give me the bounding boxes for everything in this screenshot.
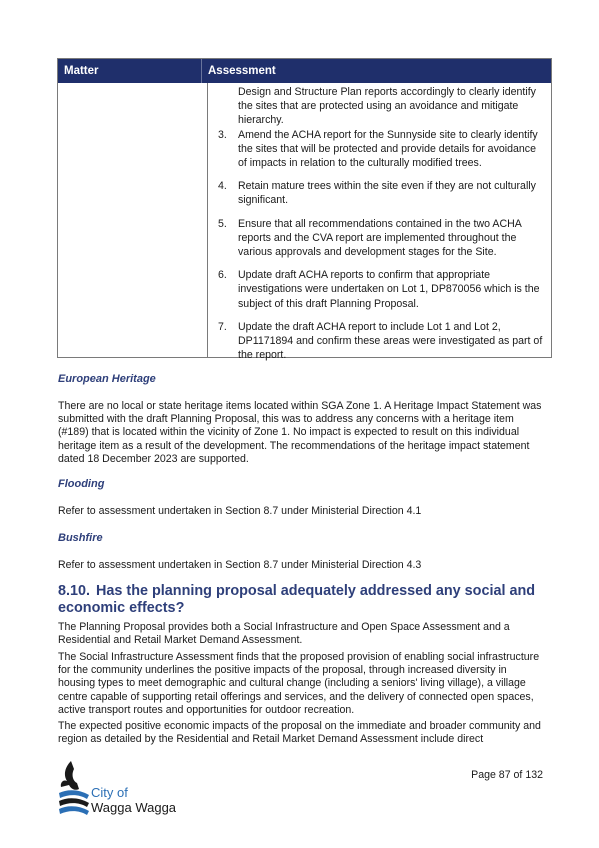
section-number: 8.10.	[58, 583, 91, 599]
logo-text-city-of: City of	[91, 785, 128, 800]
list-item	[216, 217, 545, 260]
list-item	[216, 320, 545, 363]
list-item-text: Design and Structure Plan reports accordingly to clearly identify the sites that are protected using an avoidance and mitigate hierarchy.	[238, 86, 536, 127]
crow-logo-icon	[57, 759, 91, 817]
bushfire-paragraph: Refer to assessment undertaken in Section 8.7 under Ministerial Direction 4.3	[58, 559, 422, 571]
bushfire-heading: Bushfire	[58, 532, 103, 544]
list-item-text: Amend the ACHA report for the Sunnyside site to clearly identify the sites that will be protected and provide details for avoidance of impacts in relation to the culturally modified trees.	[238, 128, 538, 170]
european-heritage-heading: European Heritage	[58, 373, 156, 385]
table-row	[58, 83, 551, 362]
section-title: Has the planning proposal adequately addressed any social and economic effects?	[58, 583, 536, 616]
section-paragraph-3: The expected positive economic impacts of the proposal on the immediate and broader community and region as detailed by the Residential and Retail Market Demand Assessment include direct	[58, 720, 541, 746]
assessment-cell	[208, 83, 551, 362]
table-header-row	[58, 59, 551, 83]
matter-cell	[58, 83, 208, 357]
section-heading	[58, 583, 548, 617]
list-item	[216, 85, 545, 128]
list-item	[216, 128, 545, 171]
list-item	[216, 268, 545, 311]
city-of-wagga-wagga-logo	[57, 759, 187, 819]
list-item-text: Update draft ACHA reports to confirm that appropriate investigations were undertaken on Lot 1, DP870056 which is the subject of this draft Planning Proposal.	[238, 269, 540, 310]
column-header-matter: Matter	[58, 59, 202, 83]
list-item-text: Ensure that all recommendations contained in the two ACHA reports and the CVA report are implemented throughout the various approvals and development stages for the Site.	[238, 217, 522, 259]
list-item	[216, 179, 545, 207]
list-item-text: Retain mature trees within the site even if they are not culturally significant.	[238, 180, 536, 207]
list-item-number: 3.	[218, 128, 227, 141]
european-heritage-paragraph: There are no local or state heritage items located within SGA Zone 1. A Heritage Impact Statement was submitted with the draft Planning Proposal, this was to address any concerns with a heritage item (#189) that is located within the vicinity of Zone 1. No impact is expected to result on this individual heritage item as a result of the development. The recommendations of the heritage impact statement dated 18 December 2023 are supported.	[58, 400, 542, 465]
column-header-assessment: Assessment	[208, 65, 276, 77]
flooding-paragraph: Refer to assessment undertaken in Section 8.7 under Ministerial Direction 4.1	[58, 505, 422, 517]
assessment-table	[57, 58, 552, 362]
flooding-heading: Flooding	[58, 478, 105, 490]
section-paragraph-1: The Planning Proposal provides both a Social Infrastructure and Open Space Assessment and a Residential and Retail Market Demand Assessment.	[58, 621, 510, 647]
logo-text-wagga-wagga: Wagga Wagga	[91, 800, 177, 815]
list-item-number: 6.	[218, 269, 227, 282]
list-item-text: Update the draft ACHA report to include Lot 1 and Lot 2, DP1171894 and confirm these areas were investigated as part of the report.	[238, 320, 543, 362]
list-item-number: 4.	[218, 180, 227, 193]
page-number: Page 87 of 132	[471, 769, 543, 781]
list-item-number: 7.	[218, 320, 227, 333]
list-item-number: 5.	[218, 217, 227, 230]
section-paragraph-2: The Social Infrastructure Assessment finds that the proposed provision of enabling social infrastructure for the community underlines the positive impacts of the proposal, through increased diversity in housing types to meet demographic and cultural change (including a seniors' living village), a village centre capable of supporting retail offerings and services, and the delivery of connected open spaces, active transport routes and opportunities for outdoor recreation.	[58, 651, 540, 716]
